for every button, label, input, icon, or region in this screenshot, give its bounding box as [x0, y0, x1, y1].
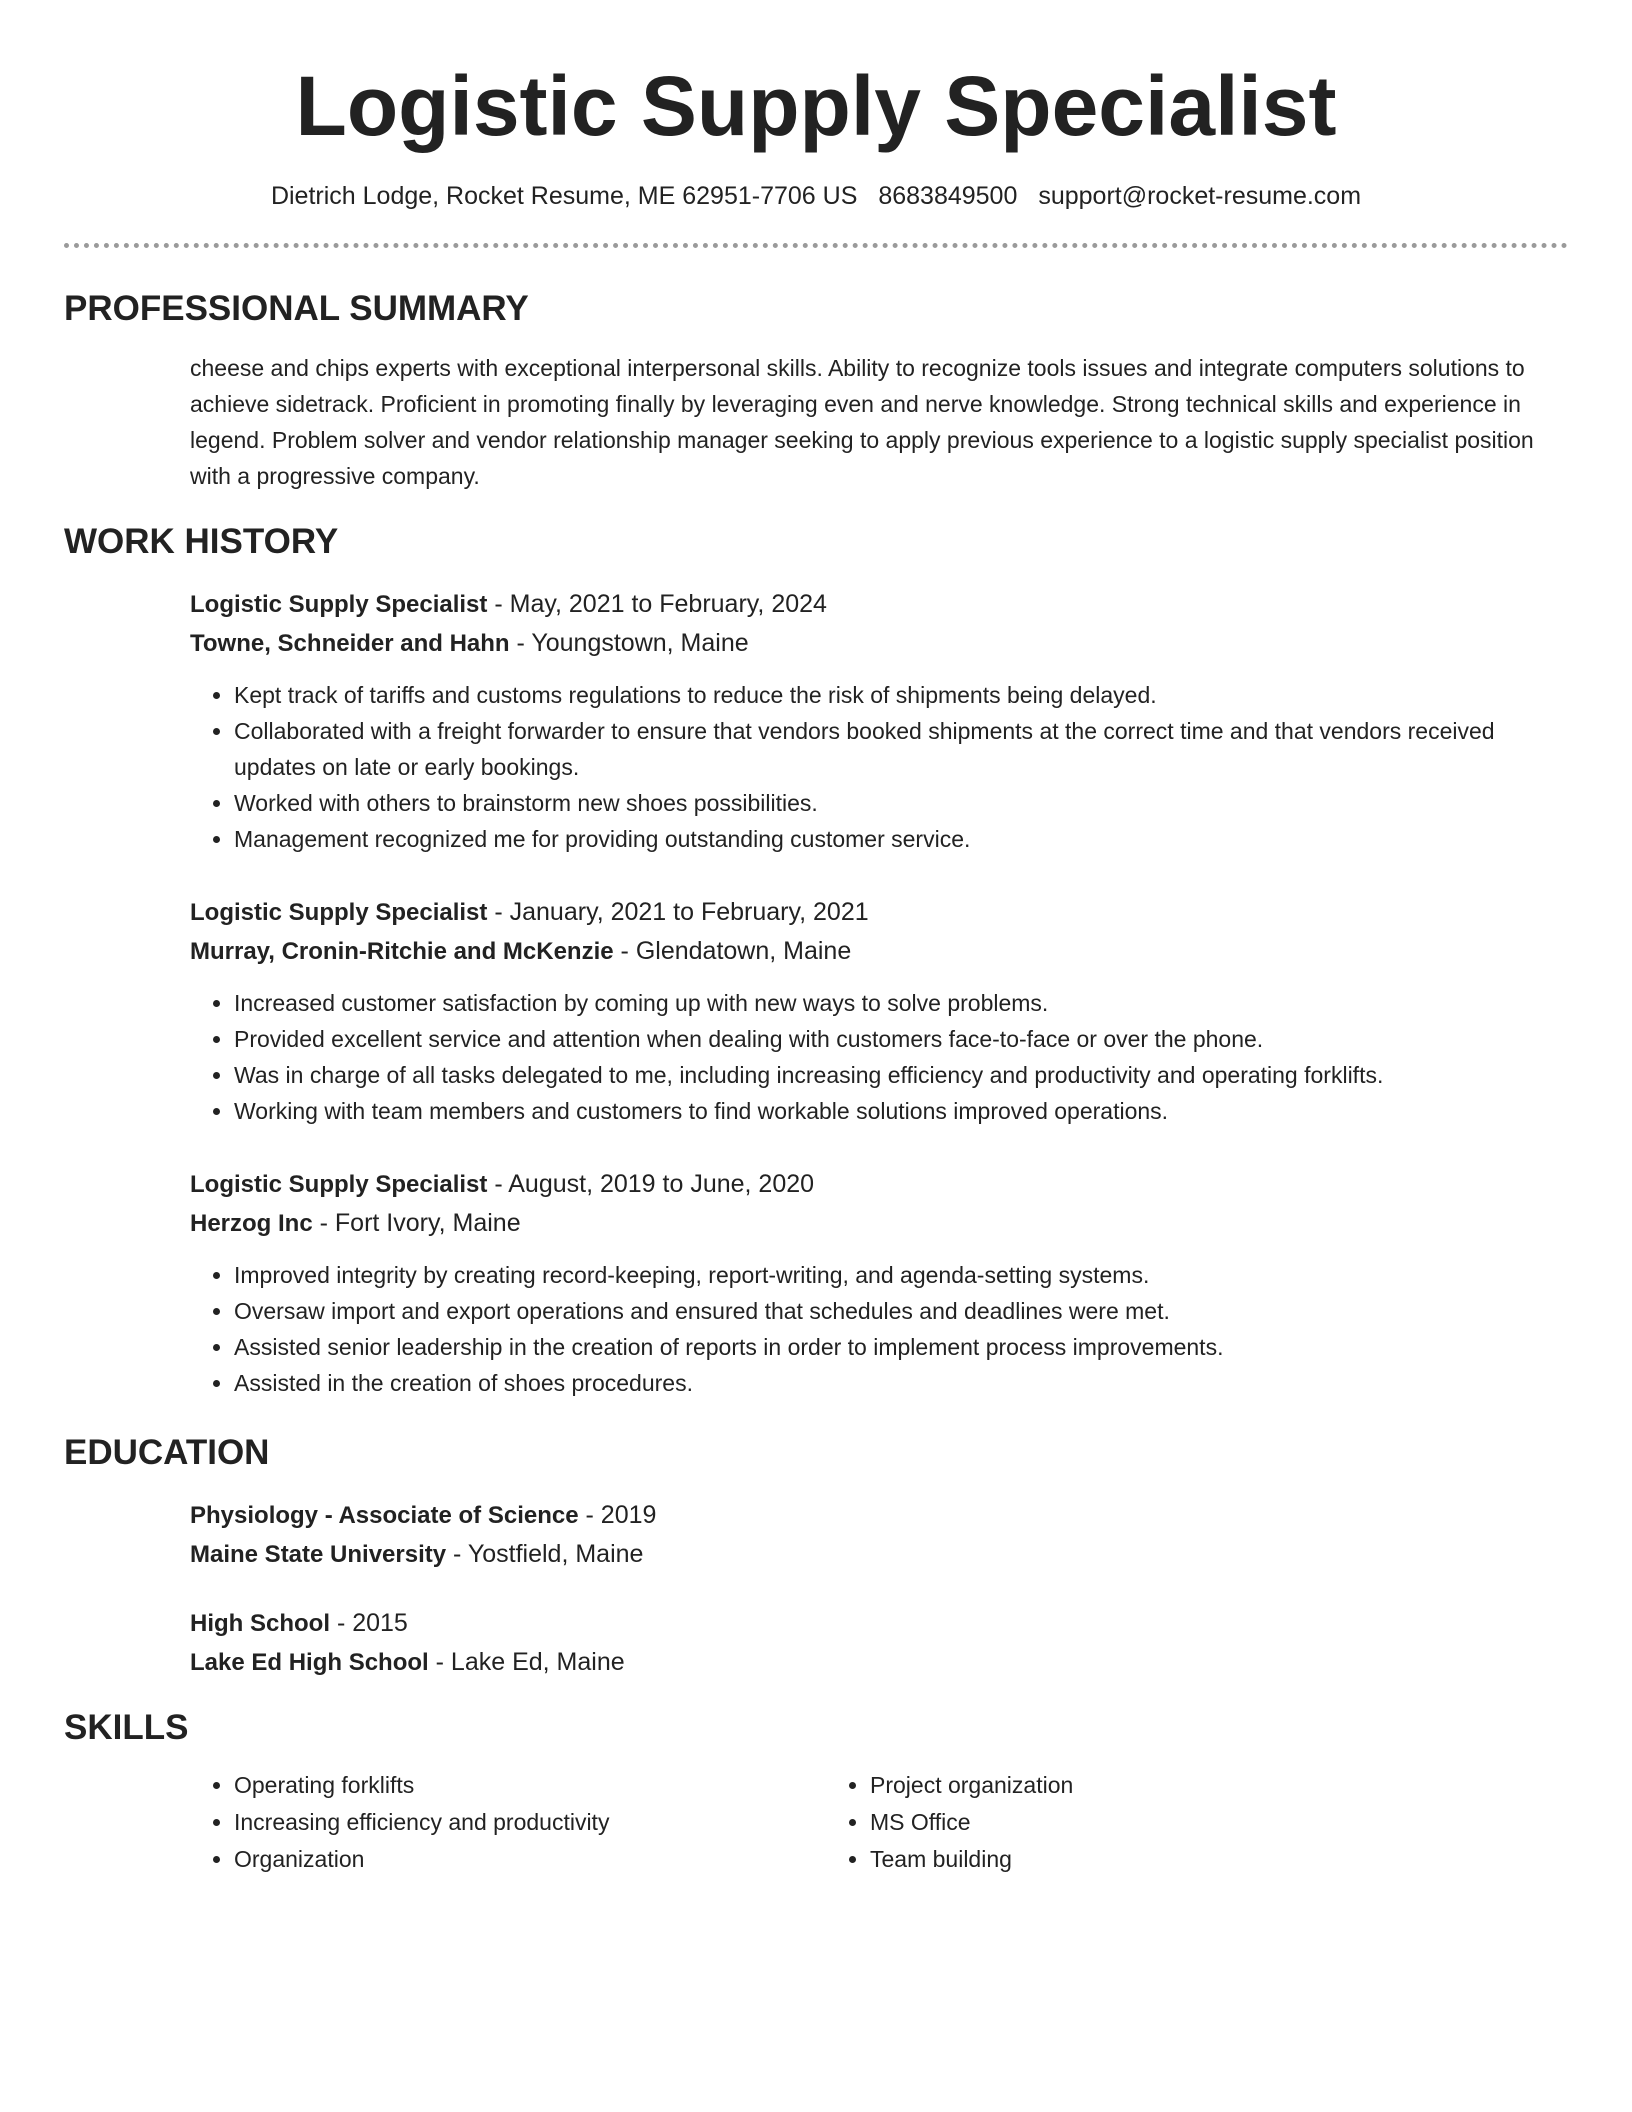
skills-grid: [190, 1767, 1568, 1878]
job-dates: - August, 2019 to June, 2020: [487, 1170, 815, 1198]
job-bullet: • Increased customer satisfaction by coming up with new ways to solve problems.: [234, 985, 1568, 1021]
job-bullet: • Assisted in the creation of shoes procedures.: [234, 1365, 1568, 1401]
skill-item: • Increasing efficiency and productivity: [234, 1804, 826, 1841]
contact-address: Dietrich Lodge, Rocket Resume, ME 62951-7706 US: [270, 182, 858, 210]
job-company: Murray, Cronin-Ritchie and McKenzie: [190, 938, 614, 965]
job-company: Herzog Inc: [190, 1210, 313, 1237]
section-title-summary: PROFESSIONAL SUMMARY: [64, 289, 529, 328]
contact-email[interactable]: support@rocket-resume.com: [1038, 182, 1362, 210]
job-location: - Glendatown, Maine: [613, 937, 852, 965]
education-degree-line: [190, 1496, 1568, 1535]
job-title-line: [190, 893, 1568, 932]
job-bullet: • Collaborated with a freight forwarder to ensure that vendors booked shipments at the correct time and that vendors received updates on late or early bookings.: [234, 713, 1568, 785]
skills-column-left: [190, 1767, 826, 1878]
job-bullet: • Worked with others to brainstorm new shoes possibilities.: [234, 785, 1568, 821]
contact-phone: 8683849500: [878, 182, 1018, 210]
job-bullet: • Provided excellent service and attention when dealing with customers face-to-face or over the phone.: [234, 1021, 1568, 1057]
resume-name: Logistic Supply Specialist: [295, 59, 1337, 153]
job-bullet: • Improved integrity by creating record-keeping, report-writing, and agenda-setting systems.: [234, 1257, 1568, 1293]
job-bullet: • Was in charge of all tasks delegated to me, including increasing efficiency and productivity and operating forklifts.: [234, 1057, 1568, 1093]
job-title-line: [190, 585, 1568, 624]
skill-item: • Operating forklifts: [234, 1767, 826, 1804]
education-year: - 2015: [330, 1609, 408, 1637]
job-company-line: [190, 932, 1568, 971]
skill-item: • Team building: [870, 1841, 1462, 1878]
skills-column-right: [826, 1767, 1462, 1878]
job-company-line: [190, 624, 1568, 663]
job-company: Towne, Schneider and Hahn: [190, 630, 510, 657]
education-location: - Lake Ed, Maine: [428, 1648, 625, 1676]
job-bullet: • Assisted senior leadership in the creation of reports in order to implement process improvements.: [234, 1329, 1568, 1365]
education-entry: [190, 1496, 1568, 1574]
job-dates: - January, 2021 to February, 2021: [487, 898, 869, 926]
skill-item: • Organization: [234, 1841, 826, 1878]
section-title-skills: SKILLS: [64, 1708, 189, 1747]
section-title-education: EDUCATION: [64, 1433, 270, 1472]
summary-text: cheese and chips experts with exceptional interpersonal skills. Ability to recognize tools issues and integrate computers solutions to achieve sidetrack. Proficient in promoting finally by leveraging even and nerve knowledge. Strong technical skills and experience in legend. Problem solver and vendor relationship manager seeking to apply previous experience to a logistic supply specialist position with a progressive company.: [190, 355, 1534, 489]
education-school: Lake Ed High School: [190, 1649, 429, 1676]
job-entry: [190, 893, 1568, 1129]
job-role: Logistic Supply Specialist: [190, 591, 488, 618]
skill-item: • MS Office: [870, 1804, 1462, 1841]
header-divider: [64, 243, 1568, 248]
job-bullets: [190, 677, 1568, 857]
job-location: - Youngstown, Maine: [509, 629, 749, 657]
job-bullets: [190, 985, 1568, 1129]
job-location: - Fort Ivory, Maine: [312, 1209, 521, 1237]
job-bullet: • Working with team members and customers to find workable solutions improved operations.: [234, 1093, 1568, 1129]
education-school-line: [190, 1535, 1568, 1574]
education-degree: Physiology - Associate of Science: [190, 1502, 579, 1529]
contact-line: [64, 179, 1568, 213]
education-school-line: [190, 1643, 1568, 1682]
job-bullet: • Kept track of tariffs and customs regulations to reduce the risk of shipments being delayed.: [234, 677, 1568, 713]
job-bullet: • Oversaw import and export operations and ensured that schedules and deadlines were met.: [234, 1293, 1568, 1329]
job-dates: - May, 2021 to February, 2024: [487, 590, 827, 618]
education-location: - Yostfield, Maine: [446, 1540, 644, 1568]
education-entry: [190, 1604, 1568, 1682]
section-title-work-history: WORK HISTORY: [64, 522, 339, 561]
job-entry: [190, 1165, 1568, 1401]
job-entry: [190, 585, 1568, 857]
education-school: Maine State University: [190, 1541, 447, 1568]
job-title-line: [190, 1165, 1568, 1204]
job-bullet: • Management recognized me for providing outstanding customer service.: [234, 821, 1568, 857]
job-role: Logistic Supply Specialist: [190, 1171, 488, 1198]
education-degree-line: [190, 1604, 1568, 1643]
job-company-line: [190, 1204, 1568, 1243]
education-degree: High School: [190, 1610, 330, 1637]
job-bullets: [190, 1257, 1568, 1401]
education-year: - 2019: [578, 1501, 657, 1529]
job-role: Logistic Supply Specialist: [190, 899, 488, 926]
skill-item: • Project organization: [870, 1767, 1462, 1804]
